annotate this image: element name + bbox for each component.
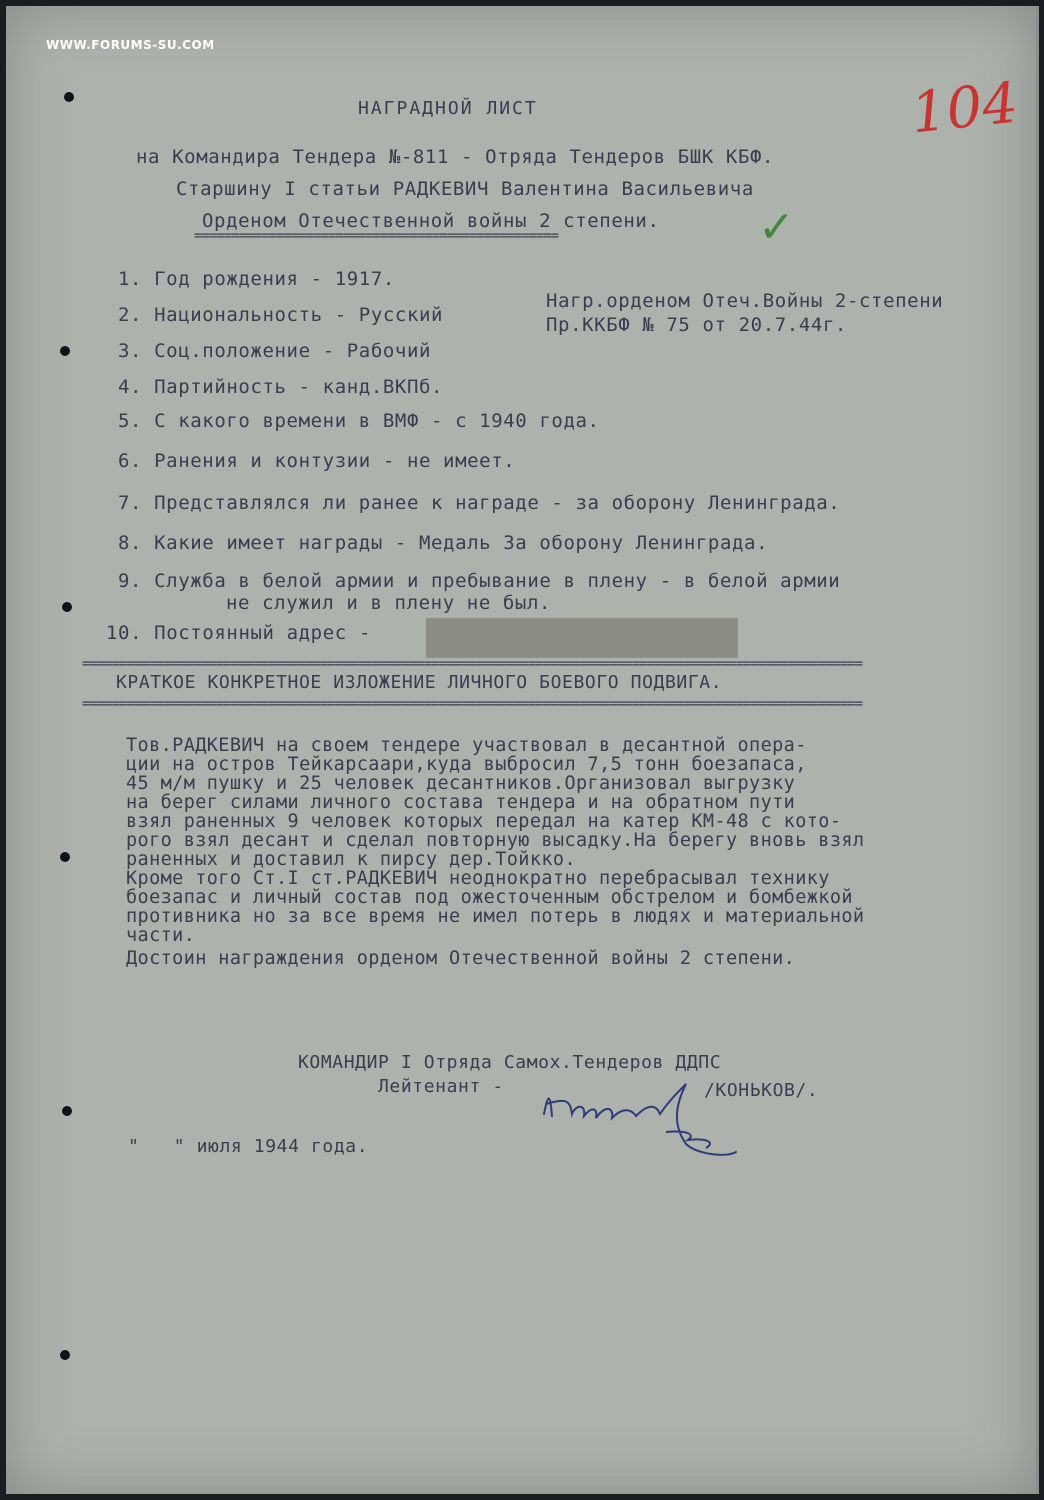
list-item-continuation: не служил и в плену не был. xyxy=(226,592,552,614)
punch-hole xyxy=(60,1350,70,1360)
list-item: 4. Партийность - канд.ВКПб. xyxy=(118,376,444,398)
punch-hole xyxy=(62,602,72,612)
header-line-2: Старшину I статьи РАДКЕВИЧ Валентина Васильевича xyxy=(176,178,754,200)
list-item: 1. Год рождения - 1917. xyxy=(118,268,395,290)
story-line: на берег силами личного состава тендера и на обратном пути xyxy=(126,792,796,813)
list-item: 6. Ранения и контузии - не имеет. xyxy=(118,450,516,472)
check-mark-icon: ✓ xyxy=(758,202,795,253)
story-line: Достоин награждения орденом Отечественной войны 2 степени. xyxy=(126,948,796,969)
punch-hole xyxy=(60,346,70,356)
list-item: 10. Постоянный адрес - xyxy=(106,622,371,644)
list-item: 9. Служба в белой армии и пребывание в плену - в белой армии xyxy=(118,570,841,592)
feat-description xyxy=(126,736,1026,968)
punch-hole xyxy=(64,92,74,102)
award-note-line-1: Нагр.орденом Отеч.Войны 2-степени xyxy=(546,290,944,312)
signature-rank: Лейтенант - xyxy=(378,1076,504,1097)
header-line-1: на Командира Тендера №-811 - Отряда Тендеров БШК КБФ. xyxy=(136,146,775,168)
story-line: раненных и доставил к пирсу дер.Тойкко. xyxy=(126,849,576,870)
handwritten-page-number: 104 xyxy=(907,70,1021,147)
header-line-3: Орденом Отечественной войны 2 степени. xyxy=(202,210,660,232)
award-note-line-2: Пр.ККБФ № 75 от 20.7.44г. xyxy=(546,314,847,336)
story-line: рого взял десант и сделал повторную высадку.На берегу вновь взял xyxy=(126,830,865,851)
story-line: ции на остров Тейкарсаари,куда выбросил 7,5 тонн боезапаса, xyxy=(126,754,807,775)
story-line: взял раненных 9 человек которых передал на катер КМ-48 с кото- xyxy=(126,811,842,832)
document-title: НАГРАДНОЙ ЛИСТ xyxy=(358,98,538,119)
story-line: 45 м/м пушку и 25 человек десантников.Организовал выгрузку xyxy=(126,773,796,794)
list-item: 3. Соц.положение - Рабочий xyxy=(118,340,432,362)
award-sheet-page xyxy=(6,6,1039,1494)
section-divider-top: ========================================================================================================= xyxy=(82,656,863,672)
story-line: Тов.РАДКЕВИЧ на своем тендере участвовал в десантной опера- xyxy=(126,735,807,756)
header-underline: ================================================= xyxy=(194,228,559,244)
story-line: боезапас и личный состав под ожесточенным обстрелом и бомбежкой xyxy=(126,887,853,908)
handwritten-signature xyxy=(536,1074,746,1164)
date-line: " " июля 1944 года. xyxy=(128,1136,369,1157)
list-item: 7. Представлялся ли ранее к награде - за оборону Ленинграда. xyxy=(118,492,841,514)
punch-hole xyxy=(60,852,70,862)
story-line: Кроме того Ст.I ст.РАДКЕВИЧ неоднократно перебрасывал технику xyxy=(126,868,830,889)
list-item: 5. С какого времени в ВМФ - с 1940 года. xyxy=(118,410,600,432)
list-item: 8. Какие имеет награды - Медаль За оборону Ленинграда. xyxy=(118,532,769,554)
section-title: КРАТКОЕ КОНКРЕТНОЕ ИЗЛОЖЕНИЕ ЛИЧНОГО БОЕВОГО ПОДВИГА. xyxy=(116,672,723,693)
site-watermark: WWW.FORUMS-SU.COM xyxy=(46,38,215,52)
signature-name: /КОНЬКОВ/. xyxy=(704,1080,819,1101)
list-item: 2. Национальность - Русский xyxy=(118,304,444,326)
signature-title: КОМАНДИР I Отряда Самох.Тендеров ДДПС xyxy=(298,1052,722,1073)
story-line: противника но за все время не имел потерь в людях и материальной xyxy=(126,906,865,927)
redacted-address xyxy=(426,618,738,658)
section-divider-bottom: ========================================================================================================= xyxy=(82,696,863,712)
story-line: части. xyxy=(126,925,196,946)
punch-hole xyxy=(62,1106,72,1116)
